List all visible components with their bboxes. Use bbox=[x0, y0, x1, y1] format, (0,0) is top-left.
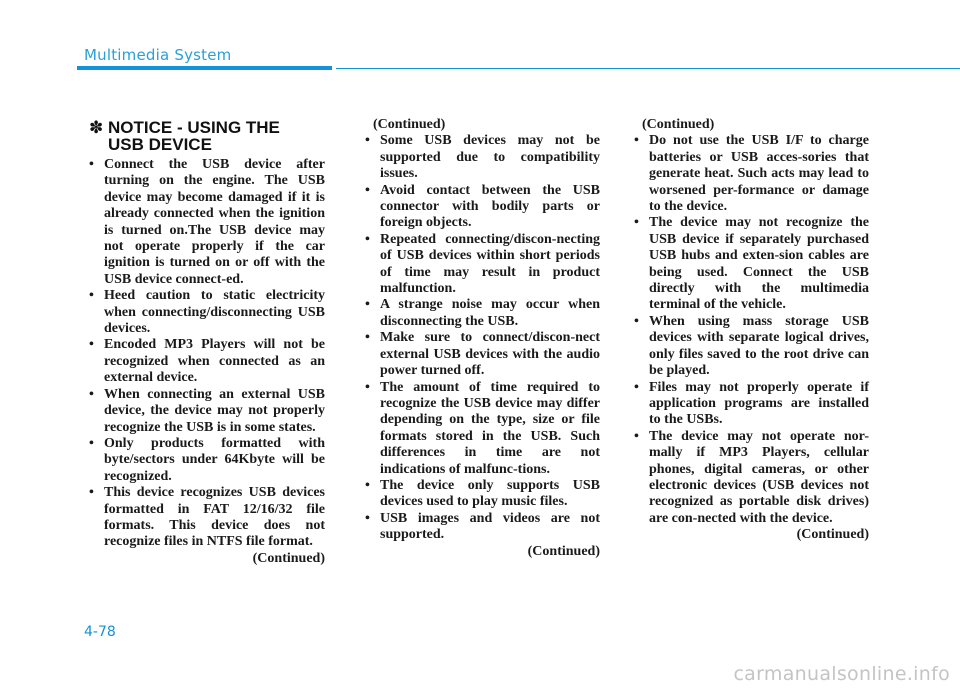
bullet-icon: • bbox=[89, 485, 94, 501]
list-item: • Encoded MP3 Players will not be recognized when connected as an external device. bbox=[89, 337, 325, 386]
list-item: • Avoid contact between the USB connector with bodily parts or foreign objects. bbox=[365, 182, 600, 231]
header-rule-thin bbox=[336, 68, 960, 69]
bullet-icon: • bbox=[365, 330, 370, 346]
section-title: Multimedia System bbox=[84, 46, 232, 64]
bullet-list bbox=[365, 133, 600, 543]
bullet-icon: • bbox=[634, 379, 639, 395]
bullet-icon: • bbox=[365, 379, 370, 395]
list-item: • A strange noise may occur when disconnecting the USB. bbox=[365, 297, 600, 329]
list-item: • Heed caution to static electricity when connecting/disconnecting USB devices. bbox=[89, 288, 325, 337]
list-item: • This device recognizes USB devices formatted in FAT 12/16/32 file formats. This device does not recognize files in NTFS file format. bbox=[89, 485, 325, 550]
continued-header: (Continued) bbox=[373, 117, 446, 132]
bullet-icon: • bbox=[365, 231, 370, 247]
bullet-icon: • bbox=[365, 182, 370, 198]
list-item: • Some USB devices may not be supported due to compatibility issues. bbox=[365, 133, 600, 182]
bullet-icon: • bbox=[89, 386, 94, 402]
bullet-list bbox=[89, 157, 325, 551]
list-item: • USB images and videos are not supported. bbox=[365, 510, 600, 543]
header-rule-thick bbox=[77, 66, 332, 70]
bullet-icon: • bbox=[634, 215, 639, 231]
column-1 bbox=[89, 117, 325, 567]
list-item: • Repeated connecting/discon-necting of USB devices within short periods of time may result in product malfunction. bbox=[365, 231, 600, 297]
page-number: 4-78 bbox=[84, 624, 116, 640]
list-item: • When using mass storage USB devices with separate logical drives, only files saved to the root drive can be played. bbox=[634, 313, 869, 379]
bullet-icon: • bbox=[365, 133, 370, 149]
notice-title bbox=[89, 119, 325, 153]
list-item: • Only products formatted with byte/sectors under 64Kbyte will be recognized. bbox=[89, 435, 325, 484]
bullet-icon: • bbox=[89, 157, 94, 172]
list-item: • The amount of time required to recognize the USB device may differ depending on the type, size or file formats stored in the USB. Such differences in time are not indications of malfunc-tions. bbox=[365, 379, 600, 477]
bullet-icon: • bbox=[365, 297, 370, 313]
list-item: • Do not use the USB I/F to charge batteries or USB acces-sories that generate heat. Such acts may lead to worsened per-formance or damage to the device. bbox=[634, 133, 869, 215]
bullet-list bbox=[634, 133, 869, 527]
column-3 bbox=[634, 117, 869, 544]
list-item: • Make sure to connect/discon-nect external USB devices with the audio power turned off. bbox=[365, 330, 600, 379]
list-item: • The device only supports USB devices used to play music files. bbox=[365, 477, 600, 510]
bullet-icon: • bbox=[634, 428, 639, 444]
bullet-icon: • bbox=[365, 510, 370, 526]
bullet-icon: • bbox=[89, 435, 94, 451]
list-item: • Files may not properly operate if application programs are installed to the USBs. bbox=[634, 379, 869, 428]
notice-title-line1: NOTICE - USING THE bbox=[108, 118, 280, 137]
continued-label: (Continued) bbox=[796, 527, 869, 543]
bullet-icon: • bbox=[634, 133, 639, 149]
list-item: • The device may not recognize the USB device if separately purchased USB hubs and exten-sion cables are being used. Connect the USB directly with the multimedia terminal of the vehicle. bbox=[634, 215, 869, 313]
continued-label: (Continued) bbox=[527, 543, 600, 559]
bullet-icon: • bbox=[89, 288, 94, 304]
list-item: • The device may not operate nor-mally if MP3 Players, cellular phones, digital cameras, or other electronic devices (USB devices not recognized as portable disk drives) are con-nected with the device. bbox=[634, 428, 869, 526]
list-item: • Connect the USB device after turning on the engine. The USB device may become damaged if it is already connected when the ignition is turned on.The USB device may not operate properly if the car ignition is turned on or off with the USB device connect-ed. bbox=[89, 157, 325, 287]
bullet-icon: • bbox=[365, 477, 370, 493]
watermark-link[interactable]: carmanualsonline.info bbox=[733, 663, 950, 685]
bullet-icon: • bbox=[89, 337, 94, 353]
continued-label: (Continued) bbox=[252, 550, 325, 566]
star-icon: ✽ bbox=[89, 118, 104, 137]
list-item: • When connecting an external USB device, the device may not properly recognize the USB is in some states. bbox=[89, 386, 325, 435]
bullet-icon: • bbox=[634, 313, 639, 329]
continued-header: (Continued) bbox=[642, 117, 715, 132]
notice-title-line2: USB DEVICE bbox=[108, 135, 212, 154]
column-2 bbox=[365, 117, 600, 560]
